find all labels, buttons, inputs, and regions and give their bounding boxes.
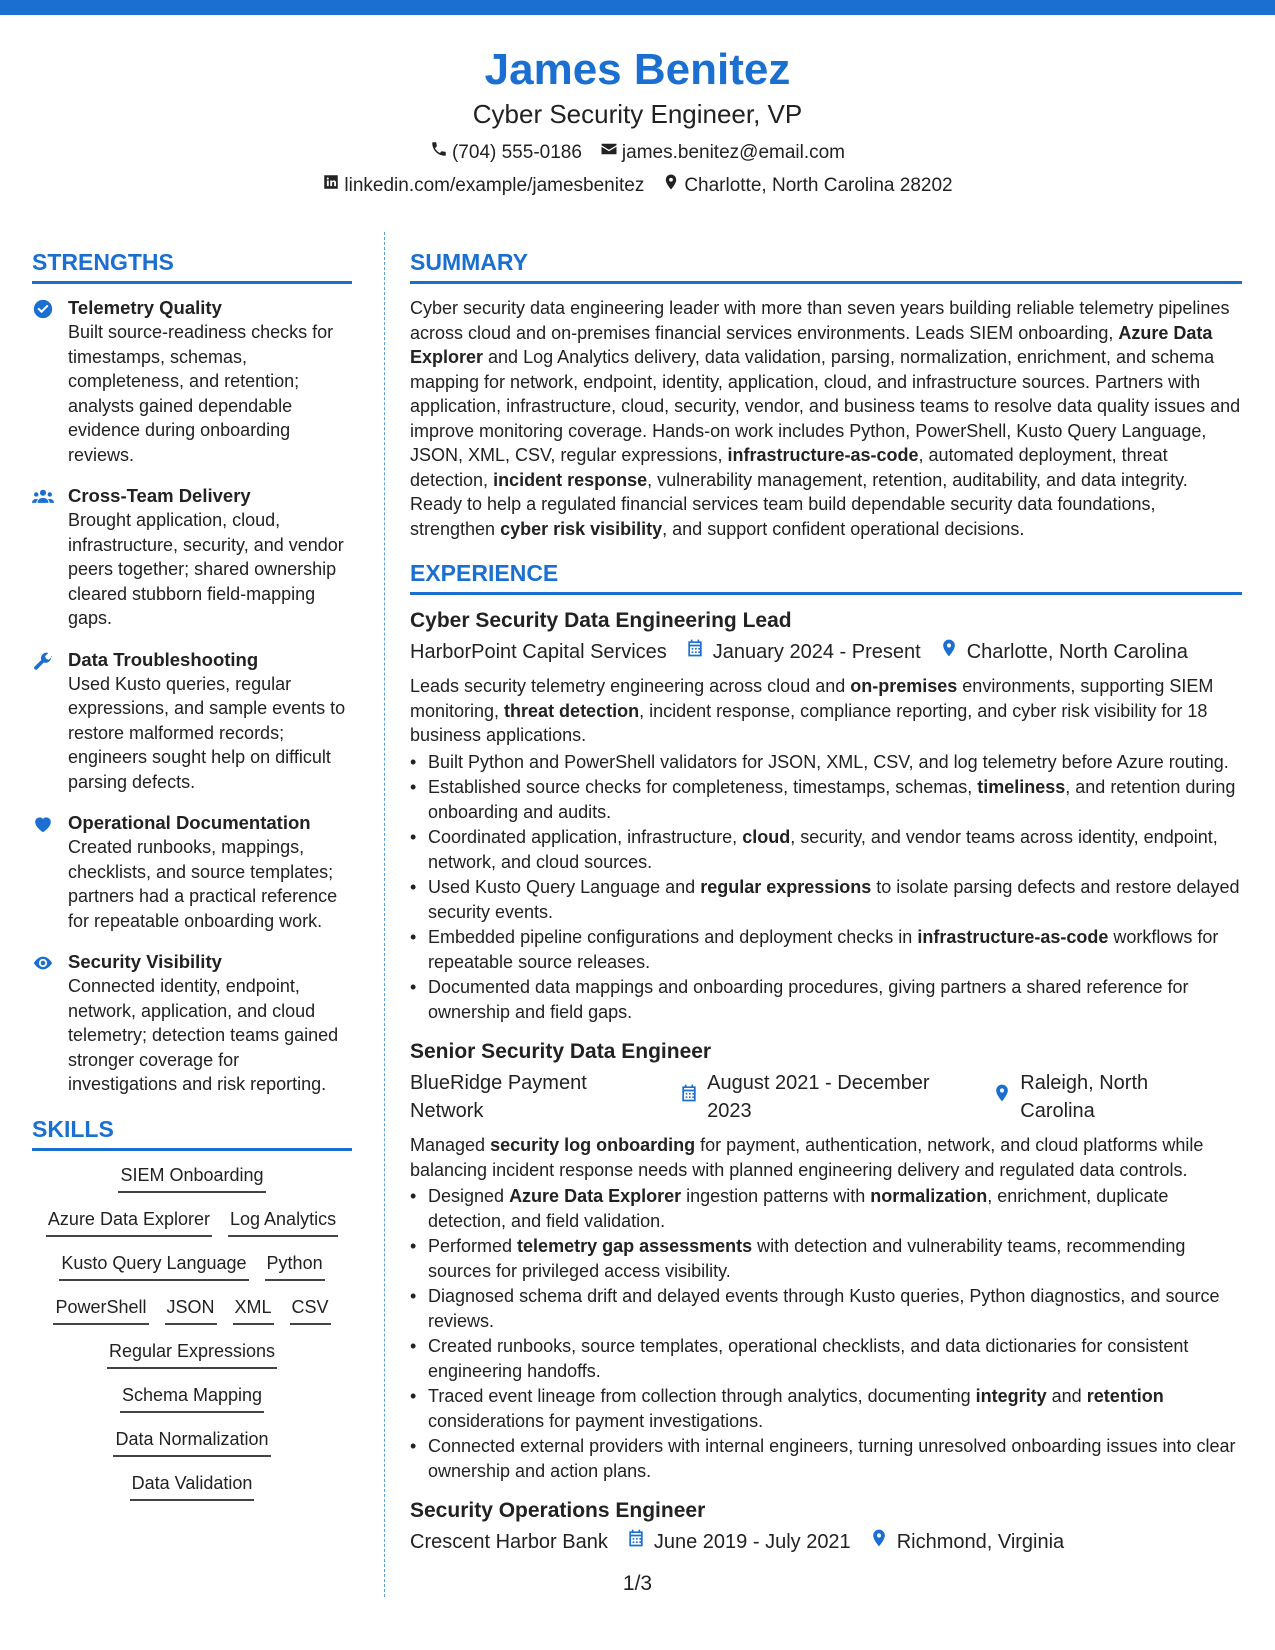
job-bullet xyxy=(410,975,1242,1024)
strength-item xyxy=(32,484,352,631)
page-number: 1/3 xyxy=(622,1572,653,1595)
skill-tag: Schema Mapping xyxy=(120,1383,264,1413)
bold-keyword: threat detection xyxy=(504,700,640,721)
strength-body xyxy=(68,950,352,1097)
candidate-title: Cyber Security Engineer, VP xyxy=(472,99,803,129)
text-segment: Designed xyxy=(428,1186,510,1206)
text-segment: workflows for repeatable source releases. xyxy=(428,927,1219,972)
phone-contact xyxy=(430,140,582,165)
text-segment: Built Python and PowerShell validators for JSON, XML, CSV, and log telemetry before Azure routing. xyxy=(428,751,1229,772)
text-segment: , and retention during onboarding and audits. xyxy=(428,777,1236,822)
dates-text: June 2019 - July 2021 xyxy=(653,1531,851,1553)
experience-heading: EXPERIENCE xyxy=(410,559,1242,595)
dates-text: January 2024 - Present xyxy=(712,641,921,663)
skill-row xyxy=(32,1339,352,1369)
job-meta xyxy=(410,1069,1242,1125)
company-name: BlueRidge Payment Network xyxy=(410,1072,587,1122)
text-segment: , security, and vendor teams across identity, endpoint, network, and cloud sources. xyxy=(428,827,1218,872)
text-segment: to isolate parsing defects and restore delayed security events. xyxy=(428,877,1240,922)
summary-heading: SUMMARY xyxy=(410,248,1242,284)
strength-title: Operational Documentation xyxy=(68,812,311,833)
skill-row xyxy=(32,1383,352,1413)
job-meta xyxy=(410,1528,1242,1556)
job-entry xyxy=(410,1497,1242,1556)
right-column xyxy=(410,248,1242,1564)
text-segment: Documented data mappings and onboarding procedures, giving partners a shared reference for ownership and field gaps. xyxy=(428,977,1189,1022)
text-segment: considerations for payment investigations. xyxy=(428,1410,764,1431)
strength-description: Built source-readiness checks for timestamps, schemas, completeness, and retention; analysts gained dependable evidence during onboarding reviews. xyxy=(68,322,334,465)
column-divider xyxy=(384,232,385,1597)
text-segment: , enrichment, duplicate detection, and field validation. xyxy=(428,1186,1169,1231)
strength-item xyxy=(32,950,352,1097)
job-bullet xyxy=(410,1384,1242,1433)
jobs-list xyxy=(410,607,1242,1556)
job-bullet xyxy=(410,875,1242,924)
skill-tag: SIEM Onboarding xyxy=(118,1163,265,1193)
bold-keyword: normalization xyxy=(870,1186,988,1206)
text-segment: Embedded pipeline configurations and deployment checks in xyxy=(428,927,918,947)
strength-title: Security Visibility xyxy=(68,951,222,972)
text-segment: with detection and vulnerability teams, recommending sources for privileged access visibility. xyxy=(428,1236,1186,1281)
bold-keyword: infrastructure-as-code xyxy=(917,927,1109,947)
job-bullet xyxy=(410,1184,1242,1233)
strength-item xyxy=(32,296,352,467)
text-segment: Connected external providers with internal engineers, turning unresolved onboarding issues into clear ownership and action plans. xyxy=(428,1436,1236,1481)
strength-title: Data Troubleshooting xyxy=(68,648,259,670)
bold-keyword: incident response xyxy=(493,469,648,490)
skill-row xyxy=(32,1295,352,1325)
job-title: Senior Security Data Engineer xyxy=(410,1040,712,1063)
email-text[interactable]: james.benitez@email.com xyxy=(621,141,846,163)
skill-tag: Kusto Query Language xyxy=(59,1251,248,1281)
job-bullet xyxy=(410,750,1242,775)
skills-heading: SKILLS xyxy=(32,1115,352,1151)
skill-tag: Python xyxy=(265,1251,325,1281)
text-segment: and Log Analytics delivery, data validation, parsing, normalization, enrichment, and schema mapping for network, endpoint, identity, application, cloud, and infrastructure sources. Partners with application, infrastructure, cloud, security, vendor, and business teams to resolve data quality issues and improve monitoring coverage. Hands-on work includes Python, PowerShell, Kusto Query Language, JSON, XML, CSV, regular expressions, xyxy=(410,347,1241,465)
company-name: HarborPoint Capital Services xyxy=(410,641,667,663)
job-entry xyxy=(410,1038,1242,1483)
text-segment: Diagnosed schema drift and delayed events through Kusto queries, Python diagnostics, and source reviews. xyxy=(428,1286,1220,1331)
skill-tag: XML xyxy=(233,1295,274,1325)
strength-body xyxy=(68,296,352,467)
job-entry xyxy=(410,607,1242,1024)
skill-tag: Data Validation xyxy=(130,1471,255,1501)
skill-tag: Regular Expressions xyxy=(107,1339,277,1369)
job-intro xyxy=(410,674,1242,748)
job-title: Security Operations Engineer xyxy=(410,1499,706,1522)
job-intro xyxy=(410,1133,1242,1182)
skill-tag: CSV xyxy=(290,1295,331,1325)
strength-body xyxy=(68,648,352,795)
text-segment: , vulnerability management, retention, auditability, and data integrity. Ready to help a regulated financial services team build dependable security data foundations, strengthen xyxy=(410,469,1188,539)
bold-keyword: telemetry gap assessments xyxy=(517,1236,753,1256)
users-icon xyxy=(32,484,56,631)
location-contact xyxy=(662,173,952,198)
strength-description: Created runbooks, mappings, checklists, and source templates; partners had a practical reference for repeatable onboarding work. xyxy=(68,837,338,931)
text-segment: , and support confident operational decisions. xyxy=(662,518,1025,539)
check-circle-icon xyxy=(32,296,56,467)
text-segment: Leads security telemetry engineering across cloud and xyxy=(410,676,851,696)
wrench-icon xyxy=(32,648,56,795)
job-bullet xyxy=(410,825,1242,874)
job-dates xyxy=(626,1528,851,1556)
contact-row-2 xyxy=(0,173,1275,198)
job-bullet xyxy=(410,1334,1242,1383)
location-text: Richmond, Virginia xyxy=(896,1531,1065,1553)
linkedin-icon xyxy=(322,173,340,198)
linkedin-text[interactable]: linkedin.com/example/jamesbenitez xyxy=(344,174,645,196)
top-accent-bar xyxy=(0,0,1275,15)
map-pin-icon xyxy=(992,1083,1012,1111)
skill-row xyxy=(32,1207,352,1237)
skill-row xyxy=(32,1251,352,1281)
candidate-name: James Benitez xyxy=(484,45,791,94)
bold-keyword: on-premises xyxy=(850,676,958,696)
linkedin-contact xyxy=(322,173,644,198)
strength-item xyxy=(32,811,352,933)
skill-tag: JSON xyxy=(165,1295,217,1325)
left-column xyxy=(32,248,352,1515)
text-segment: , incident response, compliance reporting, and cyber risk visibility for 18 business applications. xyxy=(410,700,1208,745)
text-segment: and xyxy=(1046,1386,1087,1406)
envelope-icon xyxy=(600,140,618,165)
bold-keyword: regular expressions xyxy=(700,877,872,897)
bold-keyword: retention xyxy=(1086,1386,1164,1406)
heart-icon xyxy=(32,811,56,933)
text-segment: ingestion patterns with xyxy=(681,1186,871,1206)
bold-keyword: integrity xyxy=(975,1386,1047,1406)
skill-row xyxy=(32,1163,352,1193)
skill-tag: Log Analytics xyxy=(228,1207,338,1237)
text-segment: Performed xyxy=(428,1236,518,1256)
skill-tag: PowerShell xyxy=(53,1295,148,1325)
bold-keyword: infrastructure-as-code xyxy=(727,445,919,465)
map-pin-icon xyxy=(869,1528,889,1556)
text-segment: Managed xyxy=(410,1135,491,1155)
strength-body xyxy=(68,484,352,631)
bold-keyword: Azure Data Explorer xyxy=(410,322,1213,367)
job-bullet xyxy=(410,1234,1242,1283)
location-text: Charlotte, North Carolina 28202 xyxy=(684,174,953,196)
location-text: Raleigh, North Carolina xyxy=(1020,1072,1149,1122)
bold-keyword: Azure Data Explorer xyxy=(509,1186,682,1206)
skill-tag: Data Normalization xyxy=(113,1427,270,1457)
bold-keyword: cyber risk visibility xyxy=(500,518,663,539)
job-bullets xyxy=(410,1184,1242,1483)
strength-description: Brought application, cloud, infrastructure, security, and vendor peers together; shared ownership cleared stubborn field-mapping gaps. xyxy=(68,510,344,628)
calendar-icon xyxy=(685,638,705,666)
job-bullet xyxy=(410,1284,1242,1333)
strength-body xyxy=(68,811,352,933)
text-segment: Used Kusto Query Language and xyxy=(428,877,701,897)
strength-title: Telemetry Quality xyxy=(68,297,222,318)
job-dates xyxy=(685,638,921,666)
skill-row xyxy=(32,1471,352,1501)
job-bullets xyxy=(410,750,1242,1025)
map-pin-icon xyxy=(939,638,959,666)
job-location xyxy=(939,638,1188,666)
map-pin-icon xyxy=(662,173,680,198)
calendar-icon xyxy=(679,1083,699,1111)
job-meta xyxy=(410,638,1242,666)
strength-description: Connected identity, endpoint, network, application, and cloud telemetry; detection teams gained stronger coverage for investigations and risk reporting. xyxy=(68,976,339,1094)
calendar-icon xyxy=(626,1528,646,1556)
strength-title: Cross-Team Delivery xyxy=(68,485,251,506)
job-bullet xyxy=(410,925,1242,974)
strength-description: Used Kusto queries, regular expressions, and sample events to restore malformed records; engineers sought help on difficult parsing defects. xyxy=(68,673,346,792)
summary-text xyxy=(410,296,1242,541)
phone-icon xyxy=(430,140,448,165)
text-segment: Created runbooks, source templates, operational checklists, and data dictionaries for consistent engineering handoffs. xyxy=(428,1336,1189,1381)
text-segment: environments, supporting SIEM monitoring, xyxy=(410,676,1214,721)
text-segment: for payment, authentication, network, and cloud platforms while balancing incident response needs with planned engineering delivery and regulated data controls. xyxy=(410,1135,1204,1180)
text-segment: Traced event lineage from collection through analytics, documenting xyxy=(428,1386,976,1406)
skills-list xyxy=(32,1163,352,1501)
job-location xyxy=(869,1528,1065,1556)
company-name: Crescent Harbor Bank xyxy=(410,1531,608,1553)
strengths-heading: STRENGTHS xyxy=(32,248,352,284)
text-segment: Coordinated application, infrastructure, xyxy=(428,827,743,847)
bold-keyword: security log onboarding xyxy=(490,1135,696,1155)
bold-keyword: timeliness xyxy=(977,777,1066,797)
dates-text: August 2021 - December 2023 xyxy=(707,1072,930,1122)
text-segment: Cyber security data engineering leader with more than seven years building reliable telemetry pipelines across cloud and on-premises financial services environments. Leads SIEM onboarding, xyxy=(410,298,1230,343)
job-bullet xyxy=(410,1434,1242,1483)
job-bullet xyxy=(410,775,1242,824)
text-segment: , automated deployment, threat detection, xyxy=(410,445,1168,490)
strength-item xyxy=(32,648,352,795)
job-dates xyxy=(679,1069,974,1125)
contact-row-1 xyxy=(0,140,1275,165)
strengths-list xyxy=(32,296,352,1097)
skill-tag: Azure Data Explorer xyxy=(46,1207,212,1237)
resume-header xyxy=(0,44,1275,198)
phone-text: (704) 555-0186 xyxy=(451,141,582,163)
skill-row xyxy=(32,1427,352,1457)
job-location xyxy=(992,1069,1224,1125)
eye-icon xyxy=(32,950,56,1097)
job-title: Cyber Security Data Engineering Lead xyxy=(410,609,792,632)
text-segment: Established source checks for completeness, timestamps, schemas, xyxy=(428,777,978,797)
bold-keyword: cloud xyxy=(742,827,791,847)
email-contact xyxy=(600,140,845,165)
location-text: Charlotte, North Carolina xyxy=(966,641,1188,663)
